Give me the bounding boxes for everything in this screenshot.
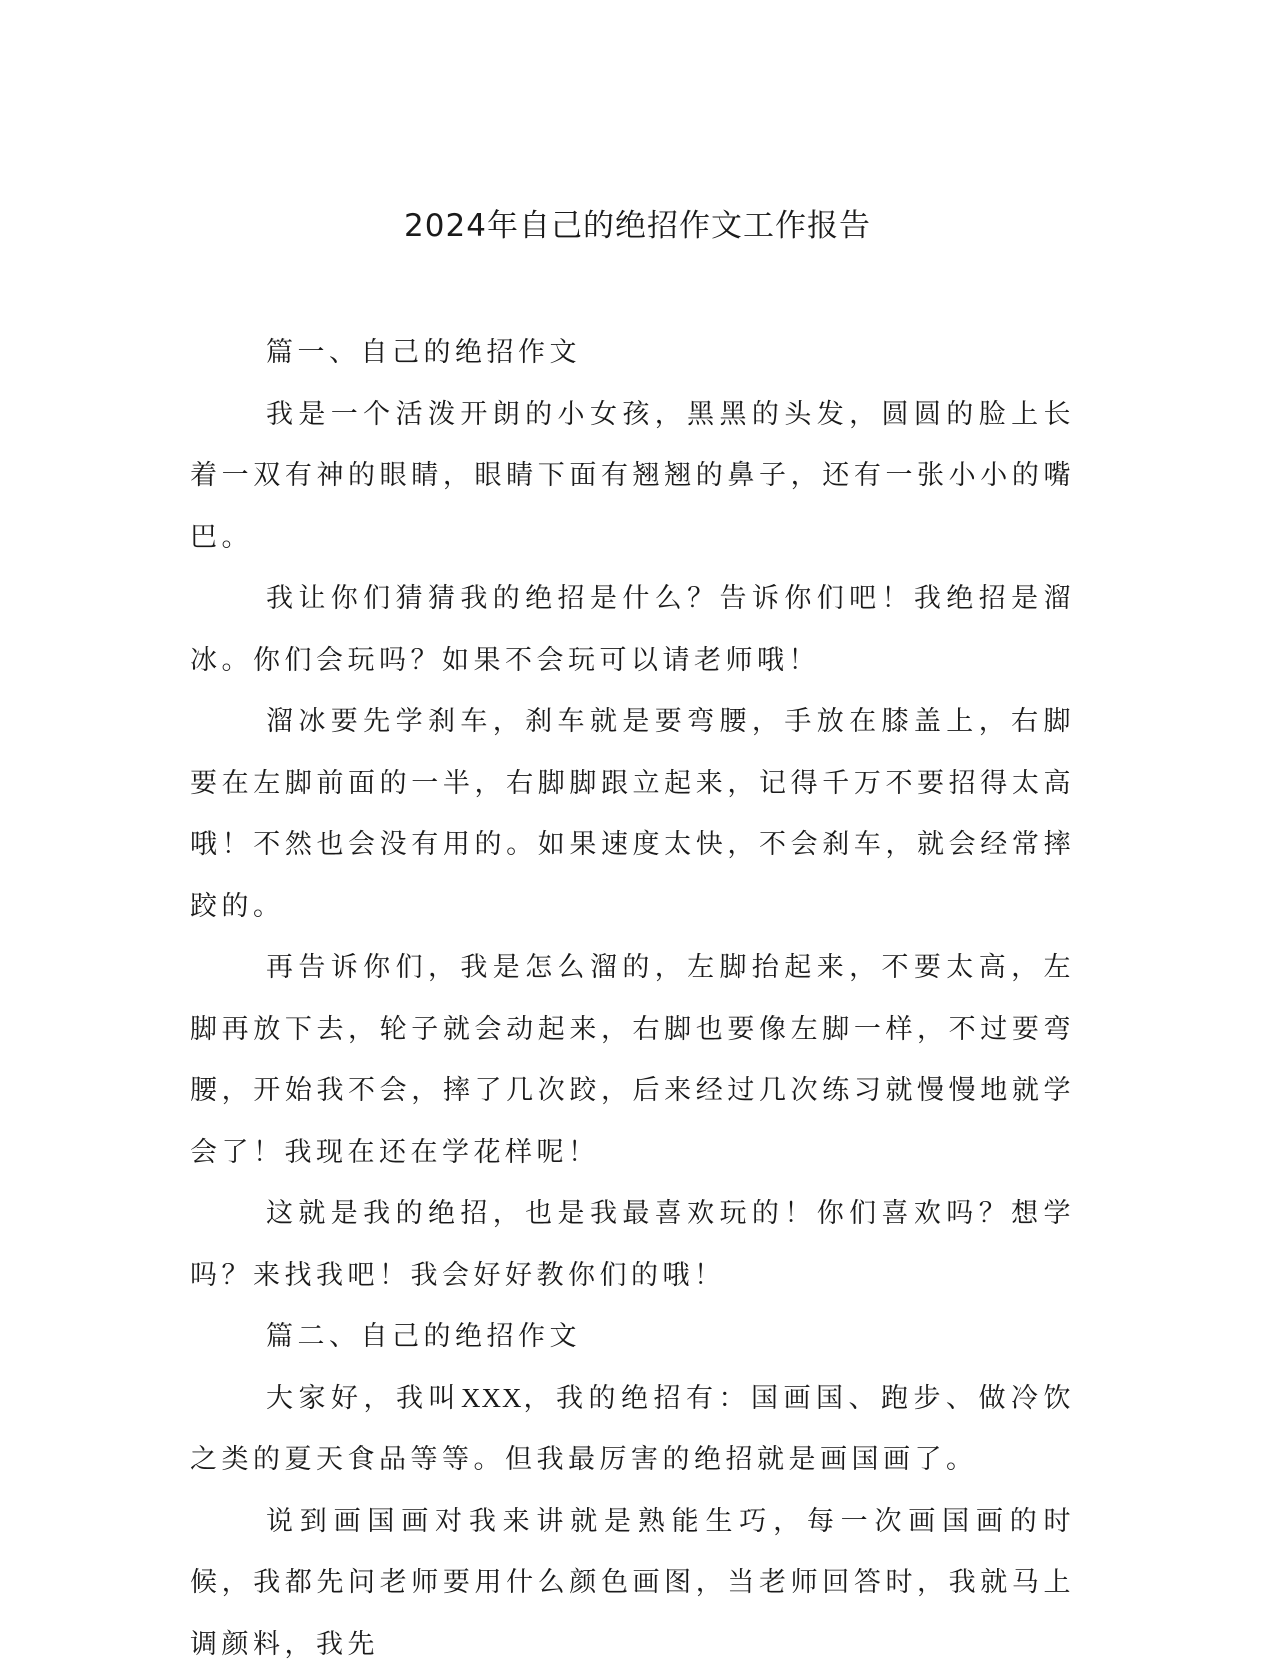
document-body: [190, 322, 1075, 1675]
section-heading-1: 篇一、自己的绝招作文: [190, 322, 1075, 384]
author-name: XXX: [461, 1383, 523, 1413]
paragraph: 这就是我的绝招，也是我最喜欢玩的！你们喜欢吗？想学吗？来找我吧！我会好好教你们的哦！: [190, 1183, 1075, 1306]
paragraph: 说到画国画对我来讲就是熟能生巧，每一次画国画的时候，我都先问老师要用什么颜色画图，当老师回答时，我就马上调颜料，我先: [190, 1491, 1075, 1675]
paragraph: 再告诉你们，我是怎么溜的，左脚抬起来，不要太高，左脚再放下去，轮子就会动起来，右脚也要像左脚一样，不过要弯腰，开始我不会，摔了几次跤，后来经过几次练习就慢慢地就学会了！我现在还在学花样呢！: [190, 937, 1075, 1183]
paragraph: 我让你们猜猜我的绝招是什么？告诉你们吧！我绝招是溜冰。你们会玩吗？如果不会玩可以请老师哦！: [190, 568, 1075, 691]
section-heading-2: 篇二、自己的绝招作文: [190, 1306, 1075, 1368]
paragraph: 溜冰要先学刹车，刹车就是要弯腰，手放在膝盖上，右脚要在左脚前面的一半，右脚脚跟立起来，记得千万不要招得太高哦！不然也会没有用的。如果速度太快，不会刹车，就会经常摔跤的。: [190, 691, 1075, 937]
paragraph-text: ，我的绝招有：国画国、跑步、做冷饮之类的夏天食品等等。但我最厉害的绝招就是画国画了。: [190, 1383, 1075, 1476]
paragraph-text: 大家好，我叫: [266, 1383, 461, 1414]
paragraph: 我是一个活泼开朗的小女孩，黑黑的头发，圆圆的脸上长着一双有神的眼睛，眼睛下面有翘翘的鼻子，还有一张小小的嘴巴。: [190, 384, 1075, 569]
paragraph: [190, 1368, 1075, 1491]
document-title: 2024年自己的绝招作文工作报告: [0, 206, 1275, 246]
